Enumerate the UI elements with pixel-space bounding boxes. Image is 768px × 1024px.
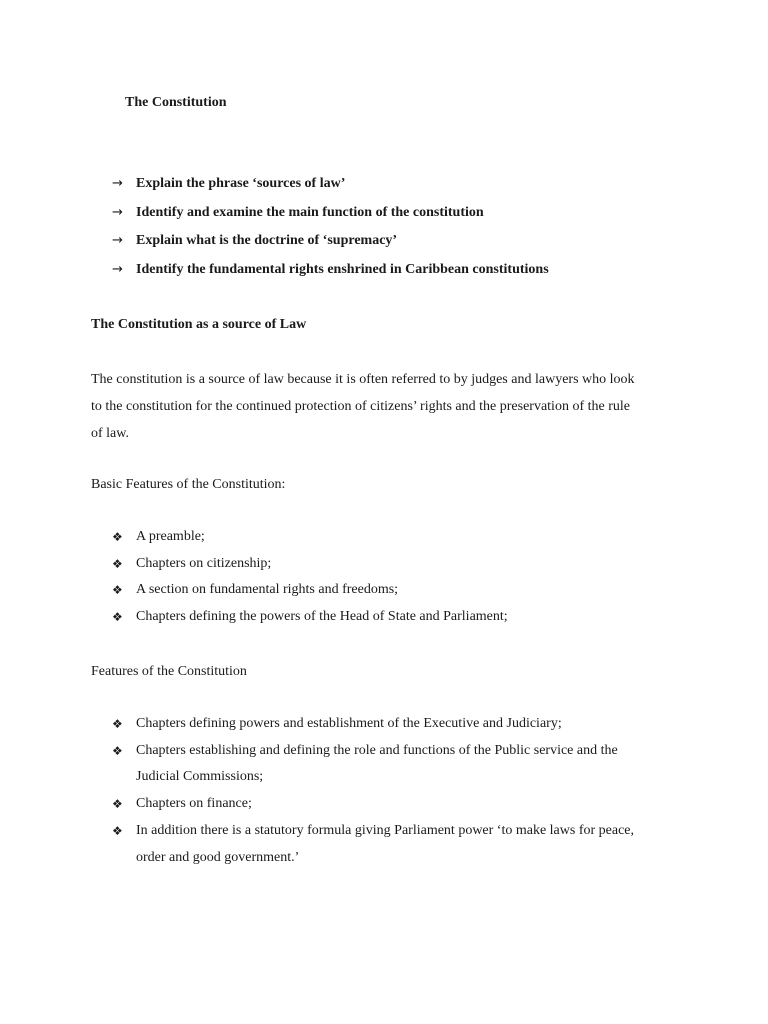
objective-text: Identify the fundamental rights enshrined in Caribbean constitutions <box>136 262 549 278</box>
diamond-bullet-icon: ❖ <box>112 610 123 625</box>
list-item <box>112 711 634 738</box>
diamond-bullet-icon: ❖ <box>112 823 123 838</box>
list-item <box>112 604 508 631</box>
objective-item <box>112 230 549 259</box>
right-arrow-icon: → <box>112 176 123 191</box>
list-item-text: Chapters on finance; <box>136 796 252 812</box>
list-item-text: Chapters defining the powers of the Head of State and Parliament; <box>136 609 508 625</box>
list-item <box>112 577 508 604</box>
diamond-bullet-icon: ❖ <box>112 717 123 731</box>
list-item <box>112 791 634 818</box>
page-title: The Constitution <box>125 95 227 110</box>
paragraph-line: The constitution is a source of law because it is often referred to by judges and lawyers who look <box>91 372 635 387</box>
diamond-bullet-icon: ❖ <box>112 583 123 598</box>
objective-text: Explain the phrase ‘sources of law’ <box>136 176 346 191</box>
features-heading: Features of the Constitution <box>91 664 247 679</box>
list-item-text: Chapters on citizenship; <box>136 555 272 571</box>
list-item-text: Chapters defining powers and establishment of the Executive and Judiciary; <box>136 716 562 731</box>
body-paragraph <box>91 366 691 447</box>
features-list <box>112 711 634 871</box>
list-item-text: A preamble; <box>136 529 205 544</box>
list-item-text: A section on fundamental rights and freedoms; <box>136 582 399 598</box>
diamond-bullet-icon: ❖ <box>112 556 123 571</box>
diamond-bullet-icon: ❖ <box>112 797 123 812</box>
objective-text: Explain what is the doctrine of ‘supremacy’ <box>136 233 398 249</box>
list-item-text: Chapters establishing and defining the role and functions of the Public service and the <box>136 742 618 758</box>
list-item-text: order and good government.’ <box>136 849 300 865</box>
right-arrow-icon: → <box>112 204 123 220</box>
objective-item <box>112 202 549 231</box>
paragraph-line: of law. <box>91 426 129 441</box>
paragraph-line: to the constitution for the continued protection of citizens’ rights and the preservation of the rule <box>91 399 630 414</box>
list-item <box>112 738 634 765</box>
list-item-continuation <box>112 845 634 872</box>
list-item <box>112 524 508 551</box>
objective-item <box>112 259 549 288</box>
objectives-list <box>112 173 549 288</box>
diamond-bullet-icon: ❖ <box>112 530 123 544</box>
list-item <box>112 818 634 845</box>
section-heading: The Constitution as a source of Law <box>91 317 307 332</box>
basic-features-list <box>112 524 508 631</box>
list-item <box>112 551 508 578</box>
objective-item <box>112 173 549 202</box>
diamond-bullet-icon: ❖ <box>112 743 123 758</box>
objective-text: Identify and examine the main function of the constitution <box>136 204 484 220</box>
right-arrow-icon: → <box>112 233 123 249</box>
basic-features-heading: Basic Features of the Constitution: <box>91 477 286 492</box>
list-item-text: Judicial Commissions; <box>136 769 264 785</box>
list-item-continuation <box>112 764 634 791</box>
list-item-text: In addition there is a statutory formula giving Parliament power ‘to make laws for peace, <box>136 822 635 838</box>
right-arrow-icon: → <box>112 262 123 278</box>
